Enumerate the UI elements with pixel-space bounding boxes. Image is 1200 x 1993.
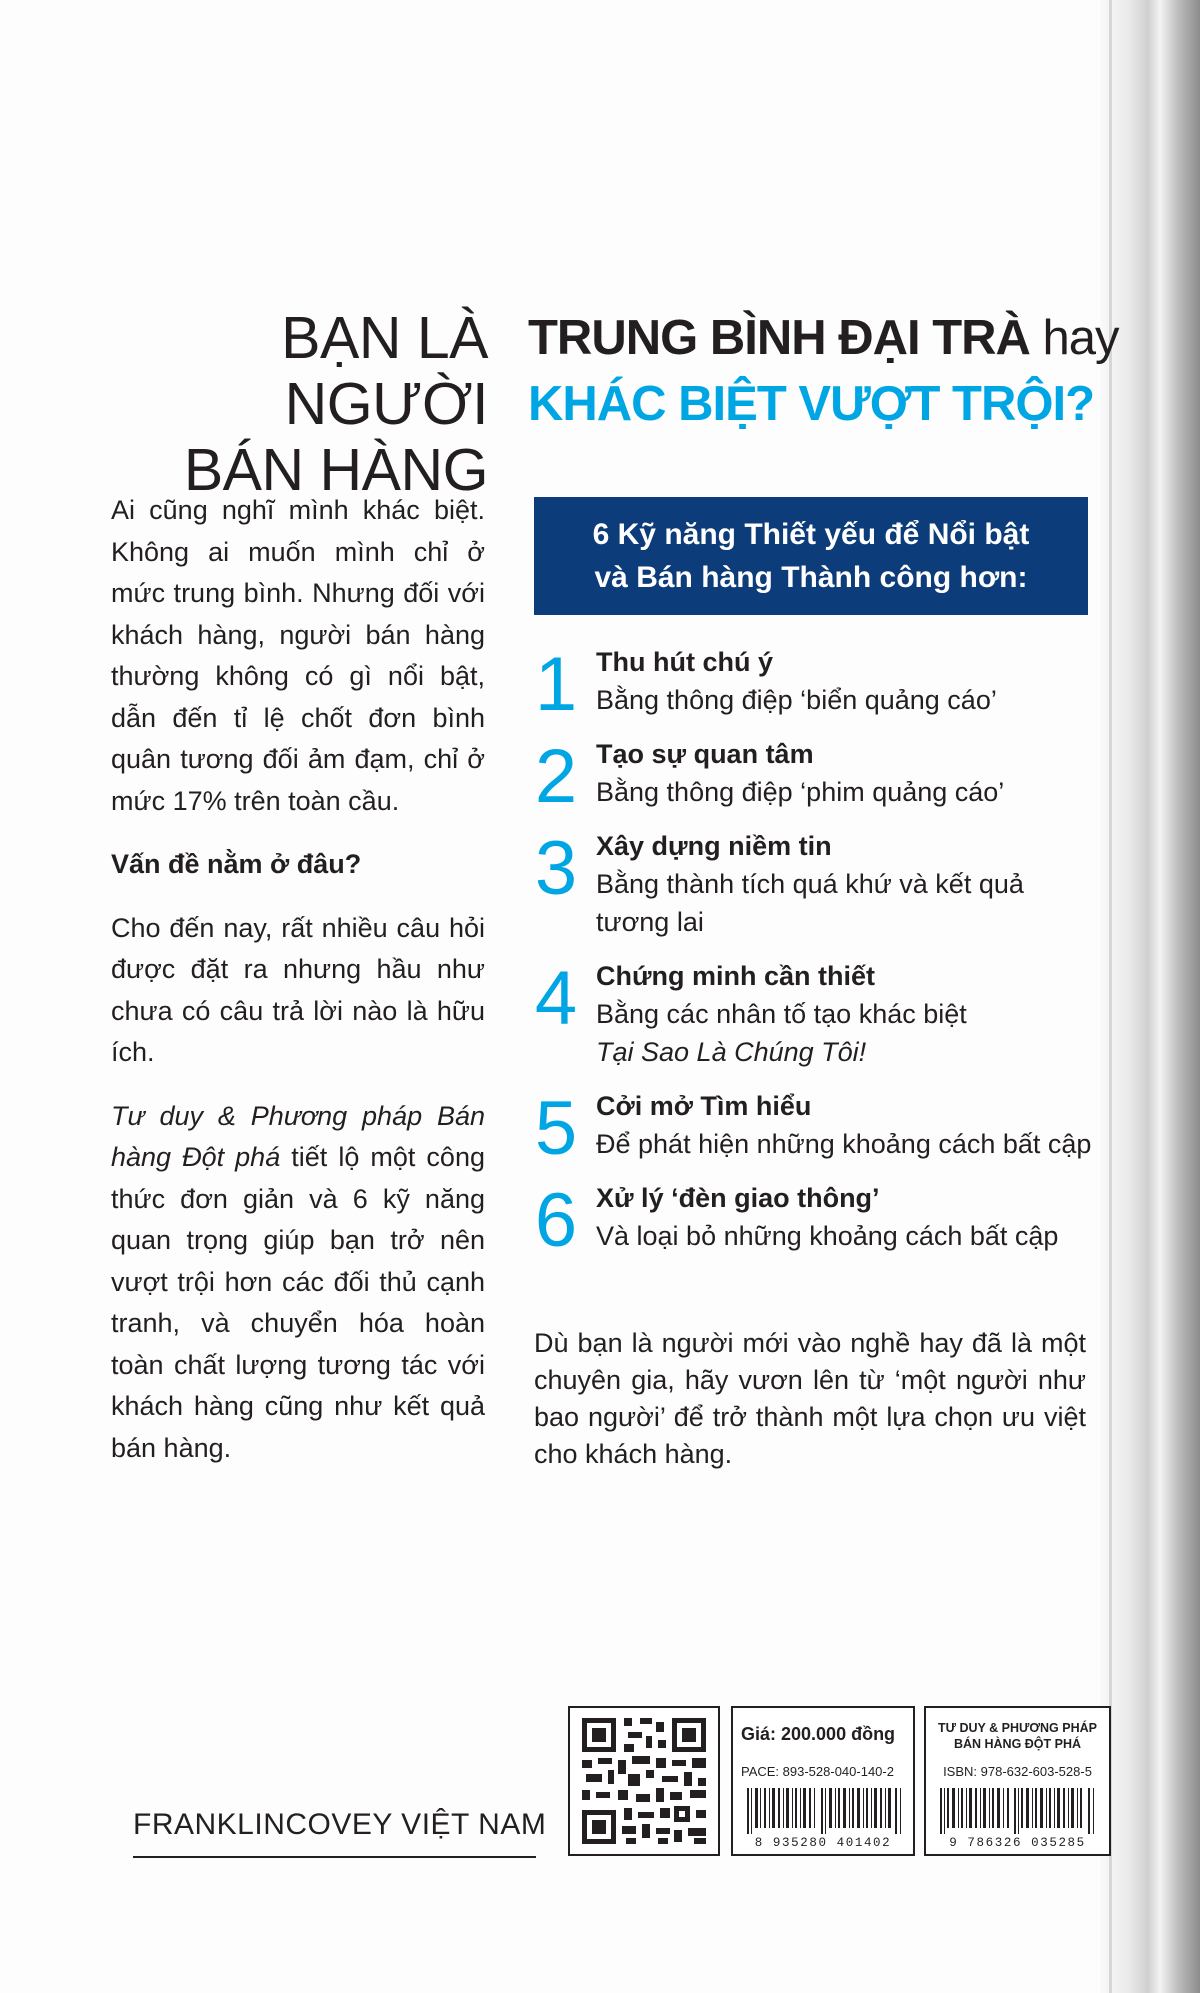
skill-title: Xử lý ‘đèn giao thông’ [596, 1183, 880, 1213]
question-heading: Vấn đề nằm ở đâu? [111, 849, 362, 879]
skill-item [528, 642, 1098, 727]
banner-line2: và Bán hàng Thành công hơn: [594, 561, 1028, 594]
publisher-underline [133, 1856, 536, 1858]
skill-number: 2 [534, 734, 578, 819]
skill-item [528, 957, 1098, 1071]
skill-item [528, 1178, 1098, 1263]
barcode-digits: 8 935280 401402 [754, 1836, 892, 1850]
skill-title: Tạo sự quan tâm [596, 739, 814, 769]
skill-number: 5 [534, 1086, 578, 1171]
skill-title: Xây dựng niềm tin [596, 831, 832, 861]
isbn-code: ISBN: 978-632-603-528-5 [943, 1764, 1092, 1779]
barcode-digits: 9 786326 035285 [949, 1836, 1086, 1850]
book-title-italic: Tư duy & Phương pháp Bán hàng Đột phá [111, 1100, 485, 1172]
left-column-text [111, 490, 485, 1469]
skill-item [528, 827, 1098, 941]
skill-title: Chứng minh cần thiết [596, 961, 876, 991]
book-summary-paragraph [111, 1096, 485, 1470]
skills-banner [534, 497, 1088, 615]
price-box [731, 1706, 915, 1856]
skills-list [528, 640, 1098, 1263]
price-label: Giá: 200.000 đồng [741, 1724, 896, 1744]
qr-code-icon [570, 1708, 718, 1854]
skill-number: 6 [534, 1178, 578, 1263]
headline-average: TRUNG BÌNH ĐẠI TRÀ [528, 311, 1030, 365]
skill-item [528, 1086, 1098, 1171]
skill-desc: Bằng các nhân tố tạo khác biệt [596, 999, 967, 1029]
book-title-small: TƯ DUY & PHƯƠNG PHÁP BÁN HÀNG ĐỘT PHÁ [938, 1721, 1097, 1751]
skill-number: 1 [534, 642, 578, 727]
book-spine-shading [1100, 0, 1200, 1993]
headline-right-line1 [528, 305, 1119, 371]
skill-desc: Bằng thông điệp ‘biển quảng cáo’ [596, 685, 997, 715]
skill-desc: Bằng thành tích quá khứ và kết quả tương lai [596, 869, 1024, 937]
barcode-icon [745, 1788, 905, 1834]
pace-code: PACE: 893-528-040-140-2 [741, 1764, 894, 1779]
answer-paragraph: Cho đến nay, rất nhiều câu hỏi được đặt ra nhưng hầu như chưa có câu trả lời nào là hữu ích. [111, 912, 485, 1067]
skill-number: 4 [534, 956, 578, 1041]
skill-title: Thu hút chú ý [596, 647, 773, 677]
skill-desc: Và loại bỏ những khoảng cách bất cập [596, 1221, 1059, 1251]
headline-or: hay [1029, 311, 1119, 365]
publisher-name: FRANKLINCOVEY VIỆT NAM [133, 1808, 547, 1841]
headline-left-line1: BẠN LÀ NGƯỜI [281, 305, 488, 437]
headline-outstanding: KHÁC BIỆT VƯỢT TRỘI? [528, 377, 1095, 431]
closing-paragraph: Dù bạn là người mới vào nghề hay đã là một chuyên gia, hãy vươn lên từ ‘một người như bao người’ để trở thành một lựa chọn ưu việt cho khách hàng. [534, 1328, 1086, 1469]
skill-title: Cởi mở Tìm hiểu [596, 1091, 812, 1121]
banner-line1: 6 Kỹ năng Thiết yếu để Nổi bật [592, 518, 1030, 551]
headline-left-line2: BÁN HÀNG [183, 437, 488, 503]
headline-right [528, 305, 1119, 437]
isbn-box [924, 1706, 1111, 1856]
spine-edge-line [1109, 0, 1112, 1993]
skill-desc: Bằng thông điệp ‘phim quảng cáo’ [596, 777, 1005, 807]
book-summary-text: tiết lộ một công thức đơn giản và 6 kỹ năng quan trọng giúp bạn trở nên vượt trội hơn các đối thủ cạnh tranh, và chuyển hóa hoàn toàn chất lượng tương tác với khách hàng cũng như kết quả bán hàng. [111, 1142, 485, 1463]
barcode-icon [938, 1788, 1098, 1834]
skill-desc: Để phát hiện những khoảng cách bất cập [596, 1129, 1092, 1159]
headline-left [90, 305, 488, 503]
skill-number: 3 [534, 826, 578, 911]
intro-paragraph: Ai cũng nghĩ mình khác biệt. Không ai muốn mình chỉ ở mức trung bình. Nhưng đối với khách hàng, người bán hàng thường không có gì nổi bật, dẫn đến tỉ lệ chốt đơn bình quân tương đối ảm đạm, chỉ ở mức 17% trên toàn cầu. [111, 495, 485, 816]
skill-desc-italic: Tại Sao Là Chúng Tôi! [596, 1037, 867, 1067]
qr-code-box [568, 1706, 720, 1856]
skill-item [528, 734, 1098, 819]
